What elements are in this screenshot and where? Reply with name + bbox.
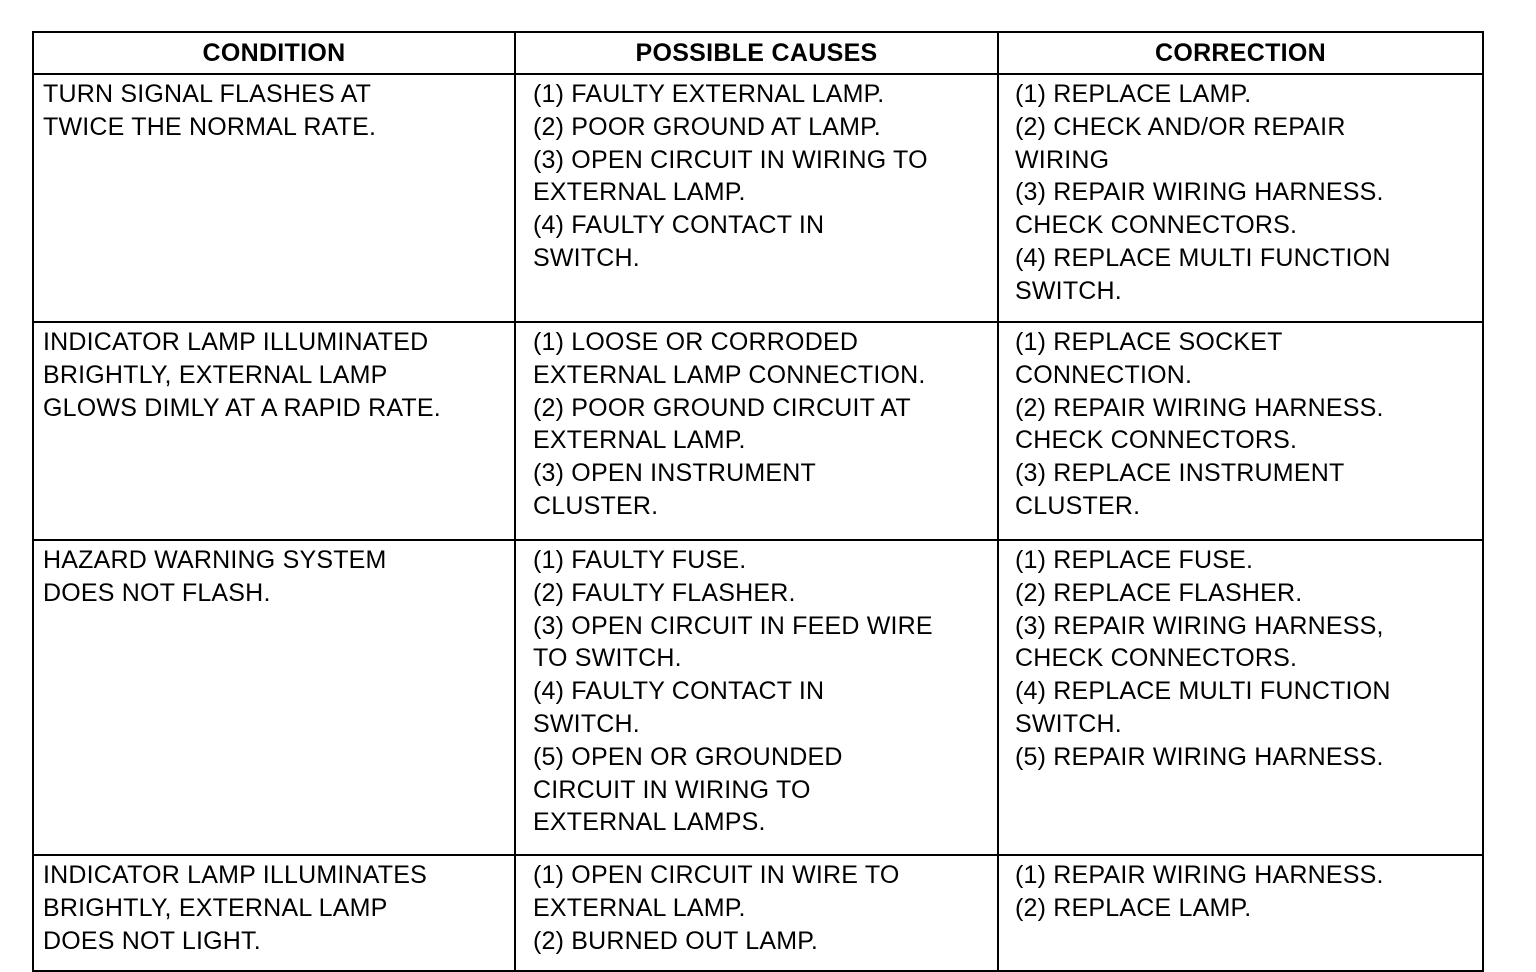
correction-cell: (1) REPLACE LAMP. (2) CHECK AND/OR REPAIR WIRING (3) REPAIR WIRING HARNESS. CHECK CONNECTORS. (4) REPLACE MULTI FUNCTION SWITCH. [998,74,1483,322]
possible-causes-cell: (1) FAULTY EXTERNAL LAMP. (2) POOR GROUND AT LAMP. (3) OPEN CIRCUIT IN WIRING TO EXTERNAL LAMP. (4) FAULTY CONTACT IN SWITCH. [515,74,998,322]
possible-causes-cell: (1) FAULTY FUSE. (2) FAULTY FLASHER. (3) OPEN CIRCUIT IN FEED WIRE TO SWITCH. (4) FAULTY CONTACT IN SWITCH. (5) OPEN OR GROUNDED CIRCUIT IN WIRING TO EXTERNAL LAMPS. [515,540,998,855]
header-condition: CONDITION [33,32,515,74]
table-row [33,74,1483,322]
correction-cell: (1) REPLACE FUSE. (2) REPLACE FLASHER. (3) REPAIR WIRING HARNESS, CHECK CONNECTORS. (4) REPLACE MULTI FUNCTION SWITCH. (5) REPAIR WIRING HARNESS. [998,540,1483,855]
table-row [33,540,1483,855]
header-correction: CORRECTION [998,32,1483,74]
possible-causes-cell: (1) LOOSE OR CORRODED EXTERNAL LAMP CONNECTION. (2) POOR GROUND CIRCUIT AT EXTERNAL LAMP. (3) OPEN INSTRUMENT CLUSTER. [515,322,998,540]
header-possible-causes: POSSIBLE CAUSES [515,32,998,74]
condition-cell: HAZARD WARNING SYSTEM DOES NOT FLASH. [33,540,515,855]
possible-causes-cell: (1) OPEN CIRCUIT IN WIRE TO EXTERNAL LAMP. (2) BURNED OUT LAMP. [515,855,998,971]
condition-cell: INDICATOR LAMP ILLUMINATED BRIGHTLY, EXTERNAL LAMP GLOWS DIMLY AT A RAPID RATE. [33,322,515,540]
table-row [33,322,1483,540]
correction-cell: (1) REPAIR WIRING HARNESS. (2) REPLACE LAMP. [998,855,1483,971]
table-row [33,855,1483,971]
condition-cell: TURN SIGNAL FLASHES AT TWICE THE NORMAL RATE. [33,74,515,322]
header-row [33,32,1483,74]
correction-cell: (1) REPLACE SOCKET CONNECTION. (2) REPAIR WIRING HARNESS. CHECK CONNECTORS. (3) REPLACE INSTRUMENT CLUSTER. [998,322,1483,540]
diagnosis-table [32,31,1484,972]
condition-cell: INDICATOR LAMP ILLUMINATES BRIGHTLY, EXTERNAL LAMP DOES NOT LIGHT. [33,855,515,971]
